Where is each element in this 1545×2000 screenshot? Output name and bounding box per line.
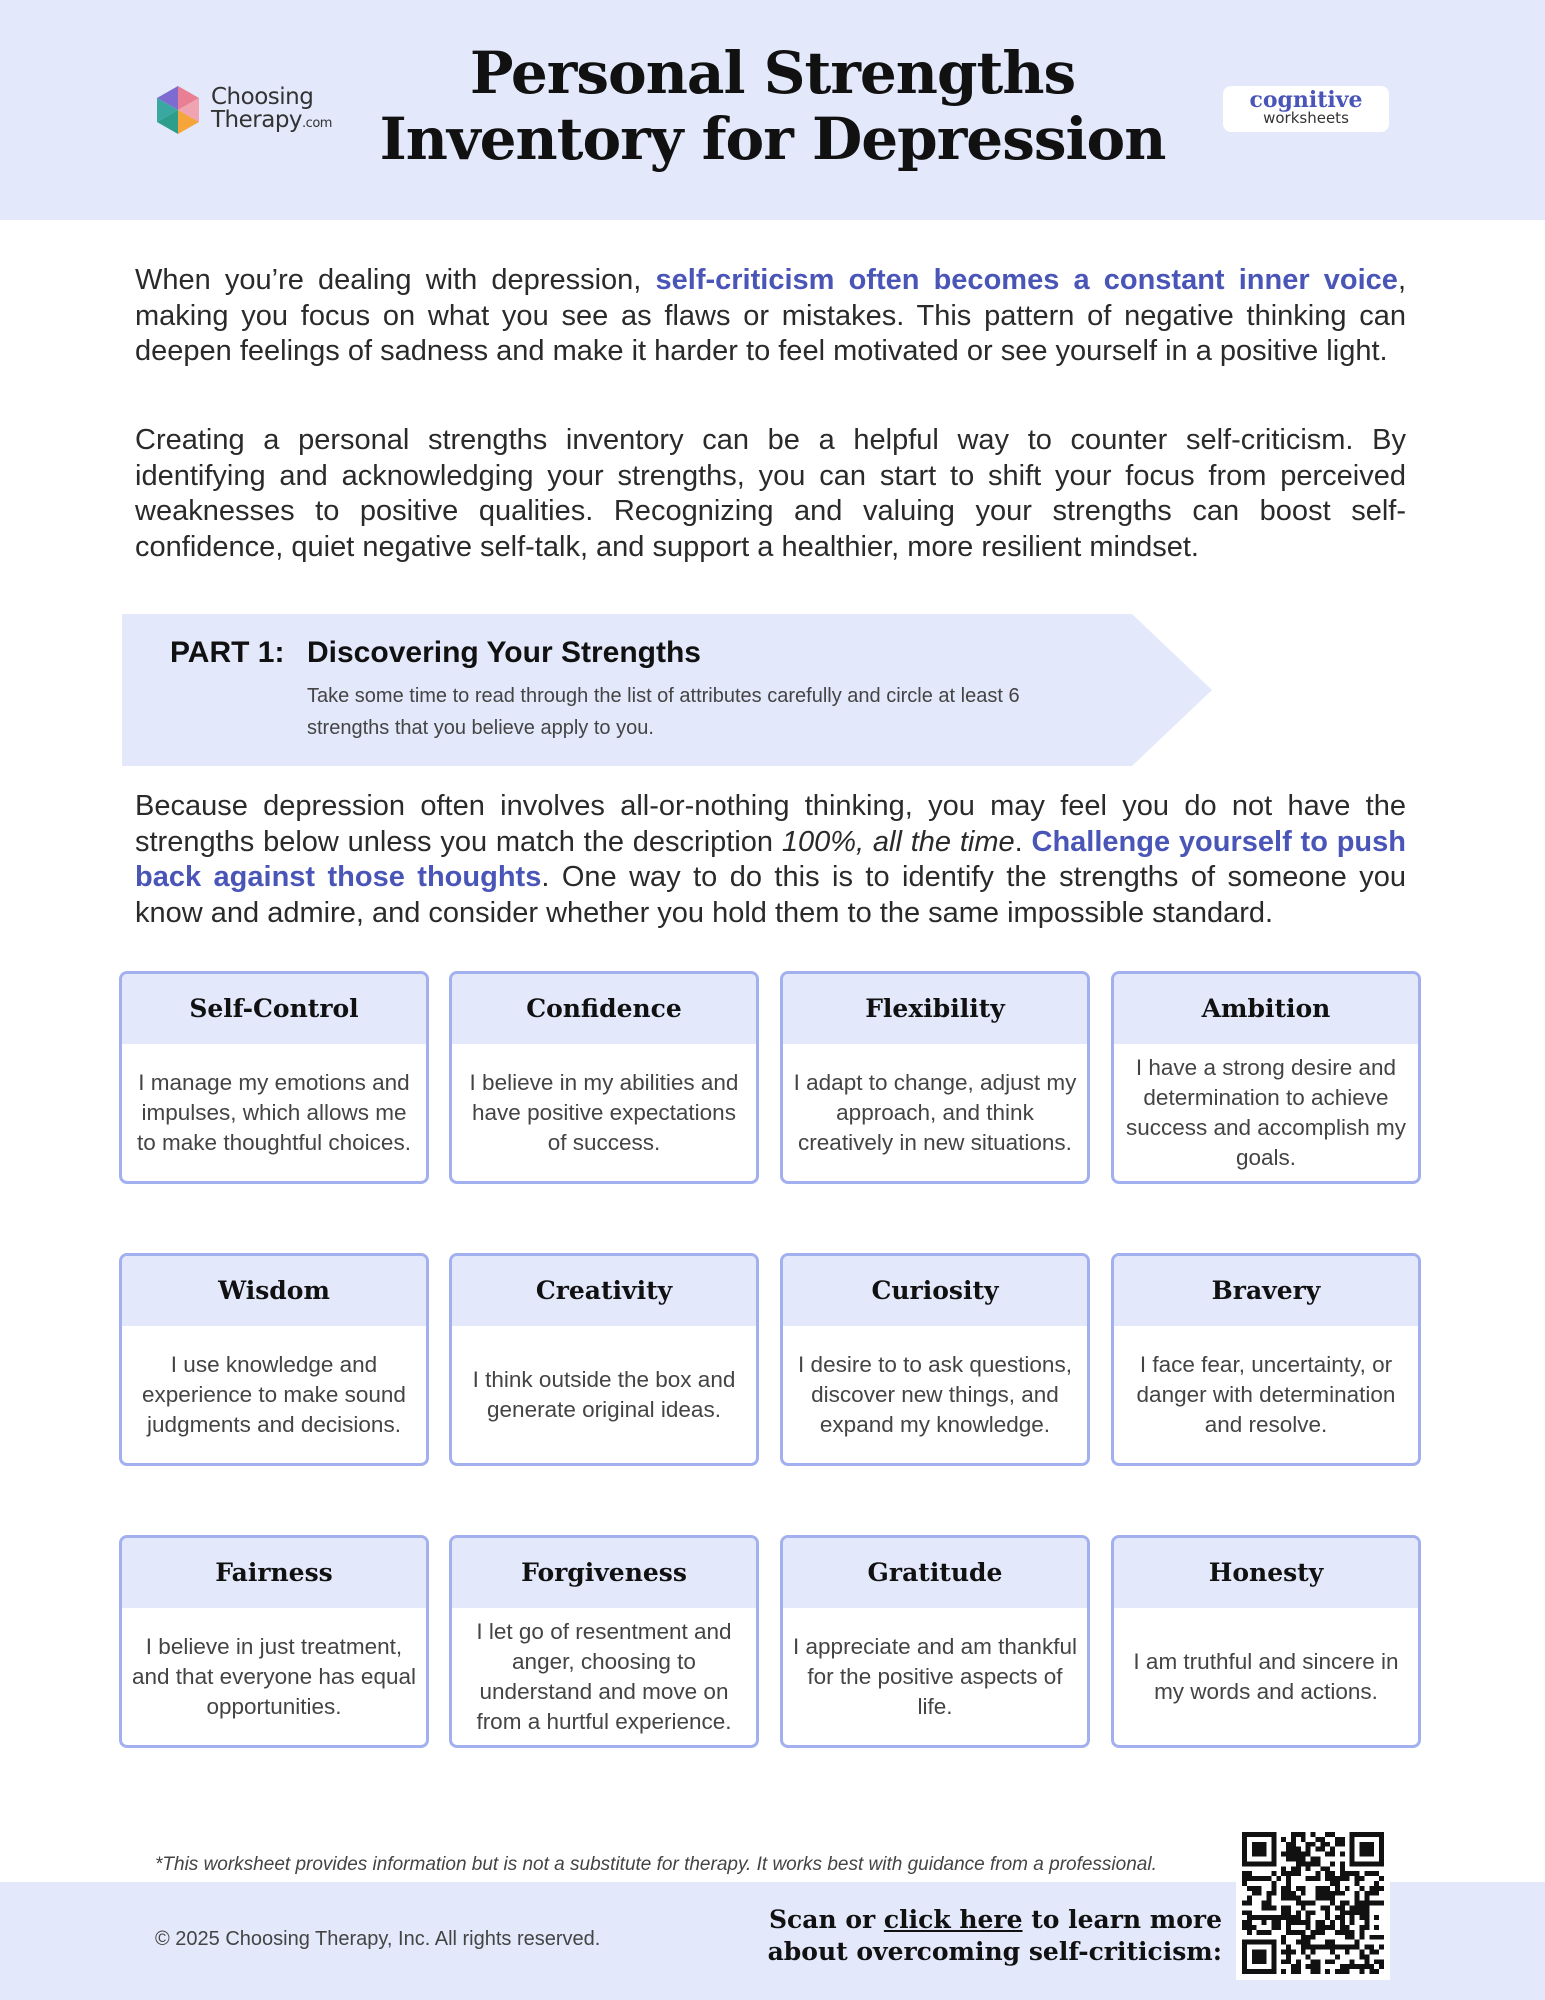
title-line1: Personal Strengths — [469, 39, 1076, 107]
strength-description: I use knowledge and experience to make sound judgments and decisions. — [142, 1351, 406, 1437]
disclaimer: *This worksheet provides information but is not a substitute for therapy. It works best with guidance from a professional. — [155, 1854, 1157, 1875]
strength-card[interactable] — [1111, 1535, 1421, 1748]
strength-card[interactable] — [449, 1253, 759, 1466]
strength-title: Bravery — [1114, 1256, 1418, 1326]
strength-card[interactable] — [119, 1253, 429, 1466]
strength-description: I believe in just treatment, and that everyone has equal opportunities. — [132, 1633, 416, 1719]
badge-line2: worksheets — [1263, 109, 1349, 127]
scan-prompt — [760, 1904, 1222, 1968]
challenge-post: . One way to do this is to identify the strengths of someone you know and admire, and consider whether you hold them to the same impossible standard. — [135, 861, 1406, 929]
intro-paragraph-1 — [135, 263, 1406, 370]
copyright: © 2025 Choosing Therapy, Inc. All rights reserved. — [155, 1928, 601, 1950]
strength-description: I appreciate and am thankful for the positive aspects of life. — [793, 1633, 1077, 1719]
strength-card[interactable] — [1111, 971, 1421, 1184]
intro-paragraph-2: Creating a personal strengths inventory can be a helpful way to counter self-criticism. By identifying and acknowledging your strengths, you can start to shift your focus from perceived weaknesses to positive qualities. Recognizing and valuing your strengths can boost self-confidence, quiet negative self-talk, and support a healthier, more resilient mindset. — [135, 424, 1406, 563]
title-line2: Inventory for Depression — [379, 105, 1166, 173]
badge-line1: cognitive — [1249, 87, 1363, 113]
strength-title: Forgiveness — [452, 1538, 756, 1608]
page-title — [360, 40, 1185, 172]
challenge-italic: 100%, all the time — [781, 825, 1015, 858]
strength-title: Wisdom — [122, 1256, 426, 1326]
intro-p1-post: , making you focus on what you see as flaws or mistakes. This pattern of negative thinking can deepen feelings of sadness and make it harder to feel motivated or see yourself in a positive light. — [135, 264, 1406, 367]
strength-description: I manage my emotions and impulses, which allows me to make thoughtful choices. — [137, 1069, 411, 1155]
part1-description: Take some time to read through the list of attributes carefully and circle at least 6 strengths that you believe apply to you. — [307, 685, 1020, 739]
strength-description: I am truthful and sincere in my words and actions. — [1133, 1648, 1399, 1704]
strength-title: Curiosity — [783, 1256, 1087, 1326]
challenge-pre: Because depression often involves all-or-nothing thinking, you may feel you do not have the strengths below unless you match the description — [135, 790, 1406, 858]
strength-card[interactable] — [780, 971, 1090, 1184]
part1-title: Discovering Your Strengths — [307, 636, 701, 669]
qr-code-icon[interactable] — [1236, 1826, 1390, 1980]
scan-line2: about overcoming self-criticism: — [767, 1937, 1222, 1966]
strength-title: Fairness — [122, 1538, 426, 1608]
challenge-paragraph — [135, 789, 1406, 931]
qr-code-graphic — [1242, 1832, 1384, 1974]
strength-description: I have a strong desire and determination to achieve success and accomplish my goals. — [1125, 1054, 1407, 1170]
strength-description: I believe in my abilities and have positive expectations of success. — [469, 1069, 739, 1155]
strength-description: I think outside the box and generate original ideas. — [472, 1366, 736, 1422]
strength-description: I adapt to change, adjust my approach, and think creatively in new situations. — [793, 1069, 1077, 1155]
strength-card[interactable] — [780, 1253, 1090, 1466]
strength-title: Confidence — [452, 974, 756, 1044]
strength-card[interactable] — [449, 1535, 759, 1748]
strength-title: Gratitude — [783, 1538, 1087, 1608]
strength-title: Flexibility — [783, 974, 1087, 1044]
strength-card[interactable] — [119, 1535, 429, 1748]
strength-title: Honesty — [1114, 1538, 1418, 1608]
challenge-mid: . — [1014, 825, 1032, 858]
strength-description: I let go of resentment and anger, choosing to understand and move on from a hurtful experience. — [476, 1618, 732, 1734]
intro-p1-pre: When you’re dealing with depression, — [135, 264, 656, 296]
logo-line1: Choosing — [211, 84, 314, 110]
part1-label: PART 1: — [170, 636, 285, 669]
strength-title: Ambition — [1114, 974, 1418, 1044]
strength-description: I face fear, uncertainty, or danger with determination and resolve. — [1136, 1351, 1396, 1437]
choosing-therapy-logo[interactable] — [153, 84, 353, 140]
logo-suffix: .com — [302, 116, 332, 131]
scan-post: to learn more — [1022, 1905, 1222, 1934]
hexagon-logo-icon — [153, 84, 203, 136]
strength-card[interactable] — [449, 971, 759, 1184]
intro-highlight: self-criticism often becomes a constant inner voice — [655, 264, 1398, 296]
strength-title: Self-Control — [122, 974, 426, 1044]
strength-card[interactable] — [119, 971, 429, 1184]
strength-card[interactable] — [1111, 1253, 1421, 1466]
strength-description: I desire to to ask questions, discover new things, and expand my knowledge. — [798, 1351, 1072, 1437]
strength-title: Creativity — [452, 1256, 756, 1326]
cognitive-worksheets-badge[interactable] — [1223, 86, 1389, 132]
logo-line2: Therapy — [211, 107, 303, 133]
strength-card[interactable] — [780, 1535, 1090, 1748]
challenge-highlight: Challenge yourself to push back against those thoughts — [135, 825, 1406, 893]
click-here-link[interactable]: click here — [883, 1905, 1023, 1934]
part1-banner — [122, 614, 1212, 766]
scan-pre: Scan or — [768, 1905, 884, 1934]
